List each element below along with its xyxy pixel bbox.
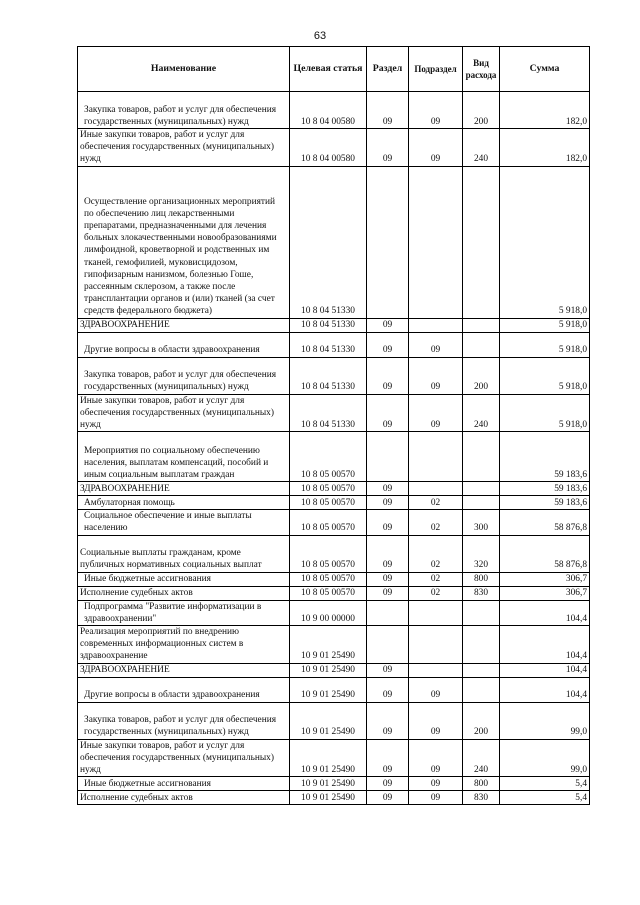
cell-name: Иные бюджетные ассигнования [78, 572, 290, 586]
cell-sum: 104,4 [500, 677, 590, 702]
cell-exp-type: 800 [463, 777, 500, 791]
cell-target: 10 8 04 00580 [290, 92, 367, 129]
cell-sum: 5 918,0 [500, 332, 590, 357]
cell-target: 10 9 01 25490 [290, 791, 367, 805]
table-row [78, 129, 590, 167]
cell-subsection: 09 [409, 777, 463, 791]
cell-target: 10 9 01 25490 [290, 677, 367, 702]
cell-section: 09 [367, 535, 409, 572]
cell-sum: 59 183,6 [500, 496, 590, 510]
cell-subsection: 02 [409, 572, 463, 586]
cell-section [367, 166, 409, 318]
cell-subsection: 02 [409, 510, 463, 535]
table-row [78, 357, 590, 394]
cell-target: 10 9 00 00000 [290, 600, 367, 625]
cell-sum: 104,4 [500, 600, 590, 625]
cell-exp-type: 800 [463, 572, 500, 586]
cell-subsection: 09 [409, 791, 463, 805]
cell-name: Иные закупки товаров, работ и услуг для обеспечения государственных (муниципальных) нужд [78, 739, 290, 777]
cell-name: Иные закупки товаров, работ и услуг для обеспечения государственных (муниципальных) нужд [78, 394, 290, 432]
cell-exp-type [463, 600, 500, 625]
budget-table [77, 46, 590, 805]
cell-name: Закупка товаров, работ и услуг для обеспечения государственных (муниципальных) нужд [78, 702, 290, 739]
cell-target: 10 8 04 51330 [290, 394, 367, 432]
cell-exp-type: 300 [463, 510, 500, 535]
cell-exp-type [463, 626, 500, 664]
table-row [78, 600, 590, 625]
cell-name: Реализация мероприятий по внедрению современных информационных систем в здравоохранение [78, 626, 290, 664]
cell-exp-type [463, 332, 500, 357]
cell-subsection: 09 [409, 332, 463, 357]
table-row [78, 318, 590, 332]
cell-subsection [409, 318, 463, 332]
cell-exp-type [463, 663, 500, 677]
cell-sum: 5 918,0 [500, 318, 590, 332]
cell-exp-type [463, 432, 500, 482]
cell-target: 10 8 04 51330 [290, 166, 367, 318]
cell-subsection: 09 [409, 677, 463, 702]
cell-target: 10 8 05 00570 [290, 482, 367, 496]
cell-name: Социальные выплаты гражданам, кроме публичных нормативных социальных выплат [78, 535, 290, 572]
cell-sum: 5,4 [500, 791, 590, 805]
cell-target: 10 8 05 00570 [290, 432, 367, 482]
cell-subsection: 02 [409, 586, 463, 600]
cell-name: Социальное обеспечение и иные выплаты населению [78, 510, 290, 535]
cell-name: Другие вопросы в области здравоохранения [78, 677, 290, 702]
table-header-row [78, 47, 590, 92]
cell-sum: 182,0 [500, 129, 590, 167]
cell-target: 10 9 01 25490 [290, 626, 367, 664]
cell-sum: 58 876,8 [500, 535, 590, 572]
cell-exp-type: 200 [463, 702, 500, 739]
col-header-sum: Сумма [500, 47, 590, 92]
cell-section [367, 432, 409, 482]
cell-subsection: 09 [409, 702, 463, 739]
cell-name: Осуществление организационных мероприятий по обеспечению лиц лекарственными препаратами, предназначенными для лечения больных злокачественными новообразованиями лимфоидной, кроветворной и родственных им тканей, гемофилией, муковисцидозом, гипофизарным нанизмом, болезнью Гоше, рассеянным склерозом, а также после трансплантации органов и (или) тканей (за счет средств федерального бюджета) [78, 166, 290, 318]
cell-target: 10 8 04 51330 [290, 318, 367, 332]
table-row [78, 739, 590, 777]
cell-name: ЗДРАВООХРАНЕНИЕ [78, 663, 290, 677]
table-row [78, 166, 590, 318]
cell-exp-type: 200 [463, 92, 500, 129]
cell-exp-type: 200 [463, 357, 500, 394]
cell-name: Мероприятия по социальному обеспечению населения, выплатам компенсаций, пособий и иным социальным выплатам граждан [78, 432, 290, 482]
cell-name: Амбулаторная помощь [78, 496, 290, 510]
cell-target: 10 9 01 25490 [290, 739, 367, 777]
cell-exp-type [463, 482, 500, 496]
cell-target: 10 8 05 00570 [290, 572, 367, 586]
cell-section: 09 [367, 496, 409, 510]
cell-exp-type: 320 [463, 535, 500, 572]
cell-sum: 59 183,6 [500, 482, 590, 496]
table-row [78, 482, 590, 496]
cell-name: ЗДРАВООХРАНЕНИЕ [78, 318, 290, 332]
cell-exp-type: 240 [463, 129, 500, 167]
cell-sum: 182,0 [500, 92, 590, 129]
cell-name: Подпрограмма "Развитие информатизации в здравоохранении" [78, 600, 290, 625]
cell-sum: 306,7 [500, 572, 590, 586]
cell-section: 09 [367, 92, 409, 129]
cell-subsection [409, 482, 463, 496]
cell-exp-type: 830 [463, 586, 500, 600]
cell-sum: 5,4 [500, 777, 590, 791]
cell-section: 09 [367, 394, 409, 432]
cell-subsection: 02 [409, 496, 463, 510]
cell-sum: 5 918,0 [500, 166, 590, 318]
cell-target: 10 8 04 51330 [290, 332, 367, 357]
cell-section: 09 [367, 332, 409, 357]
cell-subsection [409, 432, 463, 482]
cell-name: Исполнение судебных актов [78, 586, 290, 600]
cell-name: Иные бюджетные ассигнования [78, 777, 290, 791]
cell-exp-type: 830 [463, 791, 500, 805]
col-header-exp-type: Вид расхода [463, 47, 500, 92]
cell-section: 09 [367, 129, 409, 167]
cell-section: 09 [367, 677, 409, 702]
table-row [78, 535, 590, 572]
cell-exp-type [463, 677, 500, 702]
table-row [78, 92, 590, 129]
table-row [78, 791, 590, 805]
cell-name: Исполнение судебных актов [78, 791, 290, 805]
cell-subsection [409, 166, 463, 318]
table-row [78, 432, 590, 482]
cell-section: 09 [367, 791, 409, 805]
table-row [78, 332, 590, 357]
cell-name: ЗДРАВООХРАНЕНИЕ [78, 482, 290, 496]
col-header-target: Целевая статья [290, 47, 367, 92]
cell-sum: 306,7 [500, 586, 590, 600]
cell-sum: 104,4 [500, 626, 590, 664]
col-header-subsection: Подраздел [409, 47, 463, 92]
cell-section: 09 [367, 702, 409, 739]
cell-section [367, 626, 409, 664]
cell-subsection: 09 [409, 357, 463, 394]
cell-sum: 99,0 [500, 702, 590, 739]
cell-name: Закупка товаров, работ и услуг для обеспечения государственных (муниципальных) нужд [78, 92, 290, 129]
cell-section: 09 [367, 739, 409, 777]
table-row [78, 626, 590, 664]
cell-exp-type [463, 166, 500, 318]
table-row [78, 496, 590, 510]
cell-sum: 5 918,0 [500, 357, 590, 394]
table-row [78, 702, 590, 739]
cell-subsection: 02 [409, 535, 463, 572]
cell-subsection [409, 600, 463, 625]
table-row [78, 677, 590, 702]
cell-section: 09 [367, 510, 409, 535]
cell-section: 09 [367, 357, 409, 394]
table-row [78, 663, 590, 677]
cell-exp-type: 240 [463, 739, 500, 777]
table-row [78, 394, 590, 432]
cell-sum: 99,0 [500, 739, 590, 777]
table-body [78, 92, 590, 805]
cell-sum: 59 183,6 [500, 432, 590, 482]
cell-subsection [409, 626, 463, 664]
cell-target: 10 8 04 51330 [290, 357, 367, 394]
cell-target: 10 8 05 00570 [290, 586, 367, 600]
cell-subsection: 09 [409, 394, 463, 432]
cell-subsection: 09 [409, 739, 463, 777]
cell-subsection: 09 [409, 92, 463, 129]
cell-target: 10 9 01 25490 [290, 702, 367, 739]
cell-target: 10 8 05 00570 [290, 496, 367, 510]
cell-section: 09 [367, 586, 409, 600]
cell-target: 10 9 01 25490 [290, 777, 367, 791]
col-header-section: Раздел [367, 47, 409, 92]
cell-sum: 104,4 [500, 663, 590, 677]
cell-exp-type [463, 318, 500, 332]
cell-exp-type: 240 [463, 394, 500, 432]
table-row [78, 510, 590, 535]
table-row [78, 777, 590, 791]
col-header-name: Наименование [78, 47, 290, 92]
cell-target: 10 8 05 00570 [290, 510, 367, 535]
cell-section: 09 [367, 318, 409, 332]
cell-section: 09 [367, 572, 409, 586]
page-number: 63 [313, 30, 327, 42]
cell-section: 09 [367, 777, 409, 791]
cell-target: 10 8 05 00570 [290, 535, 367, 572]
cell-section [367, 600, 409, 625]
cell-sum: 58 876,8 [500, 510, 590, 535]
cell-name: Иные закупки товаров, работ и услуг для обеспечения государственных (муниципальных) нужд [78, 129, 290, 167]
cell-exp-type [463, 496, 500, 510]
table-row [78, 586, 590, 600]
cell-subsection [409, 663, 463, 677]
cell-section: 09 [367, 663, 409, 677]
table-row [78, 572, 590, 586]
cell-subsection: 09 [409, 129, 463, 167]
cell-sum: 5 918,0 [500, 394, 590, 432]
cell-name: Другие вопросы в области здравоохранения [78, 332, 290, 357]
cell-section: 09 [367, 482, 409, 496]
cell-target: 10 8 04 00580 [290, 129, 367, 167]
cell-target: 10 9 01 25490 [290, 663, 367, 677]
cell-name: Закупка товаров, работ и услуг для обеспечения государственных (муниципальных) нужд [78, 357, 290, 394]
